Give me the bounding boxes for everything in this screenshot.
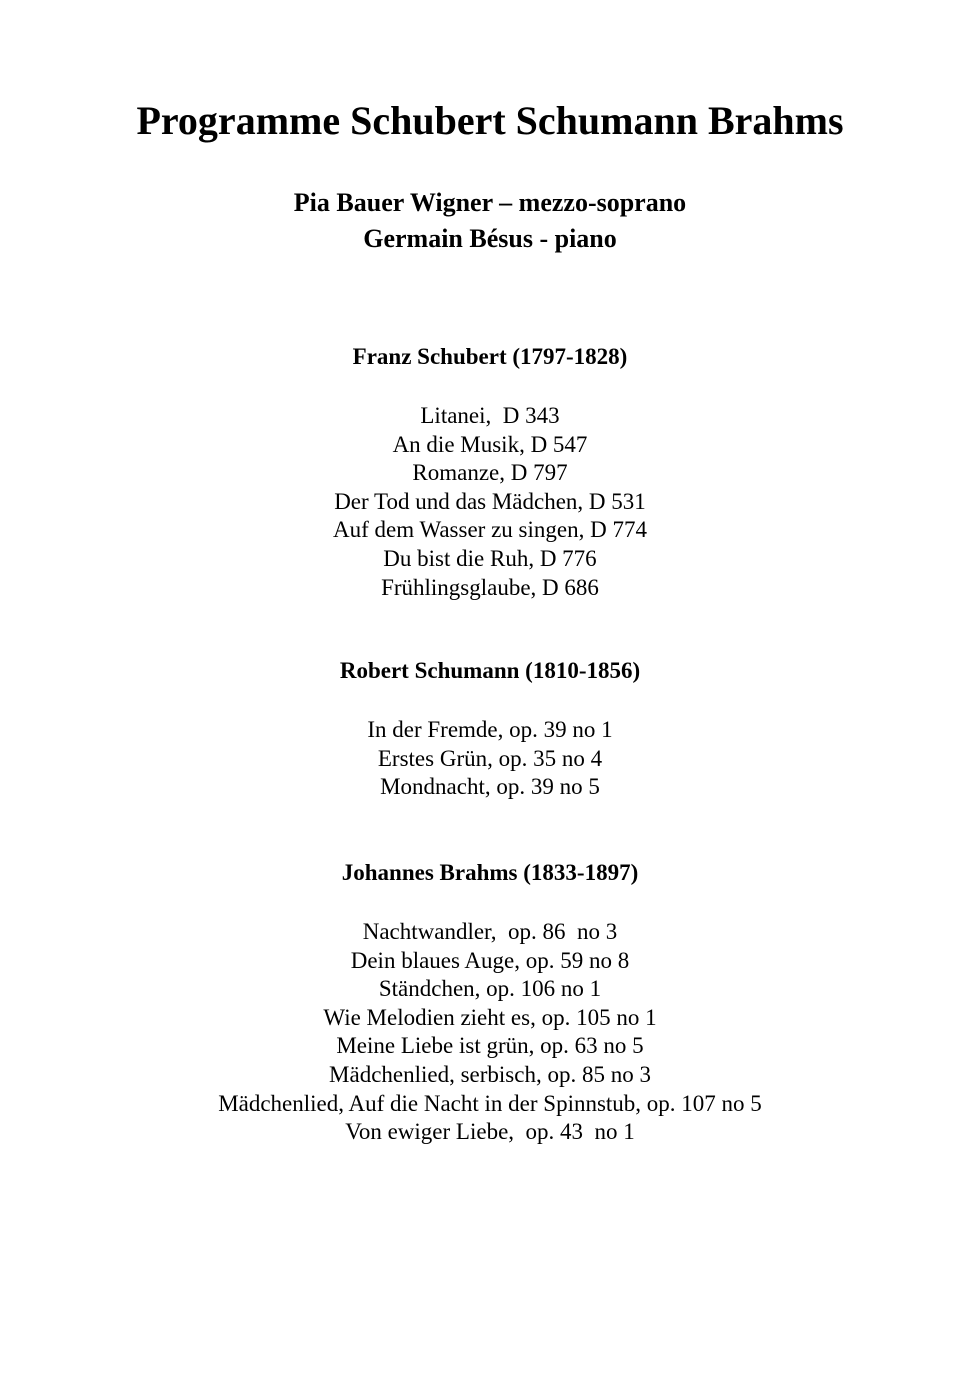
performer-piano: Germain Bésus - piano — [363, 224, 617, 253]
work-item: Erstes Grün, op. 35 no 4 — [377, 745, 603, 771]
work-item: Nachtwandler, op. 86 no 3 — [362, 919, 618, 944]
work-item: Von ewiger Liebe, op. 43 no 1 — [345, 1119, 635, 1145]
composer-heading: Franz Schubert (1797-1828) — [352, 344, 628, 369]
work-item: Du bist die Ruh, D 776 — [383, 545, 597, 571]
composer-section-schubert — [0, 341, 980, 602]
works-list — [0, 402, 980, 602]
work-item: Romanze, D 797 — [412, 460, 568, 486]
works-list — [0, 716, 980, 802]
work-item: Ständchen, op. 106 no 1 — [378, 976, 602, 1002]
work-item: Meine Liebe ist grün, op. 63 no 5 — [336, 1033, 644, 1059]
work-item: Litanei, D 343 — [420, 403, 560, 428]
composer-heading: Robert Schumann (1810-1856) — [339, 658, 641, 683]
composer-section-brahms — [0, 857, 980, 1147]
performer-mezzo-soprano: Pia Bauer Wigner – mezzo-soprano — [293, 188, 687, 217]
work-item: An die Musik, D 547 — [392, 431, 588, 457]
work-item: Mädchenlied, serbisch, op. 85 no 3 — [329, 1061, 651, 1087]
work-item: Auf dem Wasser zu singen, D 774 — [333, 517, 647, 543]
work-item: Dein blaues Auge, op. 59 no 8 — [350, 947, 630, 973]
work-item: Der Tod und das Mädchen, D 531 — [334, 488, 646, 514]
work-item: Wie Melodien zieht es, op. 105 no 1 — [323, 1004, 657, 1030]
works-list — [0, 918, 980, 1147]
composer-heading: Johannes Brahms (1833-1897) — [341, 860, 639, 885]
work-item: Frühlingsglaube, D 686 — [381, 574, 599, 600]
page-title: Programme Schubert Schumann Brahms — [136, 98, 844, 143]
work-item: Mädchenlied, Auf die Nacht in der Spinnstub, op. 107 no 5 — [218, 1090, 762, 1116]
work-item: In der Fremde, op. 39 no 1 — [367, 717, 613, 742]
work-item: Mondnacht, op. 39 no 5 — [380, 774, 600, 800]
composer-section-schumann — [0, 655, 980, 802]
performers-block — [0, 185, 980, 257]
